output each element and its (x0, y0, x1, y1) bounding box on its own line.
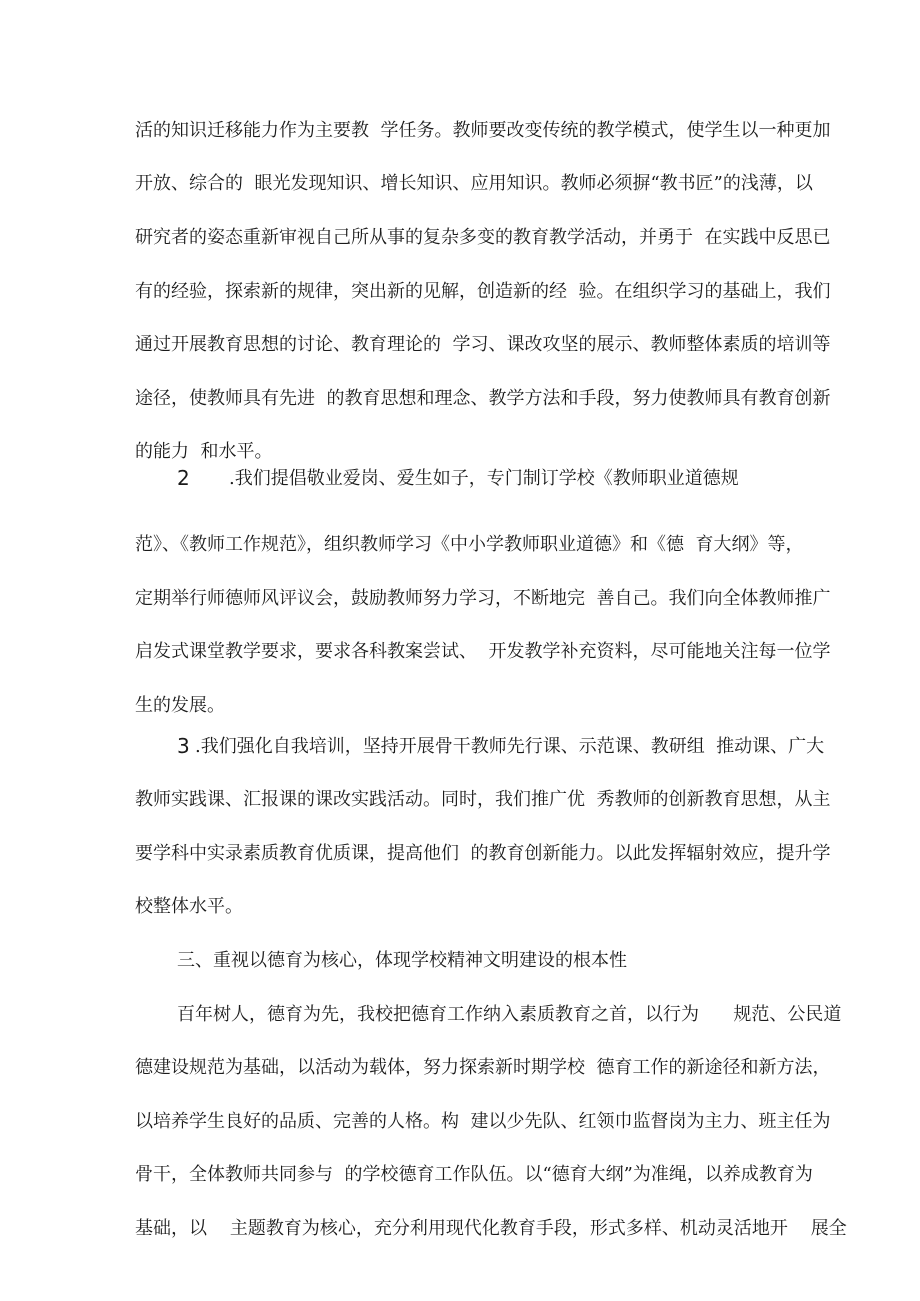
paragraph-4-line-3: 以培养学生良好的品质、完善的人格。构 建以少先队、红领巾监督岗为主力、班主任为 (135, 1111, 831, 1132)
paragraph-1-line-1: 活的知识迁移能力作为主要教 学任务。教师要改变传统的教学模式，使学生以一种更加 (135, 120, 831, 141)
paragraph-4-line-2: 德建设规范为基础，以活动为载体，努力探索新时期学校 德育工作的新途径和新方法， (135, 1057, 831, 1078)
paragraph-1-line-6: 途径，使教师具有先进 的教育思想和理念、教学方法和手段，努力使教师具有教育创新 (135, 388, 831, 409)
paragraph-3-line-3: 校整体水平。 (135, 896, 243, 917)
paragraph-1-line-5: 通过开展教育思想的讨论、教育理论的 学习、课改攻坚的展示、教师整体素质的培训等 (135, 334, 831, 355)
section-heading: 三、重视以德育为核心，体现学校精神文明建设的根本性 (177, 950, 627, 971)
paragraph-4-line-1: 百年树人，德育为先，我校把德育工作纳入素质教育之首，以行为 规范、公民道 (177, 1004, 842, 1025)
paragraph-3-line-1: 教师实践课、汇报课的课改实践活动。同时，我们推广优 秀教师的创新教育思想，从主 (135, 789, 831, 810)
paragraph-1-line-7: 的能力 和水平。 (135, 441, 273, 462)
paragraph-1-line-3: 研究者的姿态重新审视自己所从事的复杂多变的教育教学活动，并勇于 在实践中反思已 (135, 227, 831, 248)
paragraph-4-line-5: 基础，以 主题教育为核心，充分利用现代化教育手段，形式多样、机动灵活地开 展全 (135, 1218, 847, 1239)
paragraph-2-line-3: 启发式课堂教学要求，要求各科教案尝试、 开发教学补充资料，尽可能地关注每一位学 (135, 641, 831, 662)
paragraph-2-line-4: 生的发展。 (135, 695, 225, 716)
paragraph-4-line-4: 骨干，全体教师共同参与 的学校德育工作队伍。以“德育大纲”为准绳，以养成教育为 (135, 1164, 813, 1185)
item-3-number: 3 (177, 734, 190, 758)
paragraph-2-line-2: 定期举行师德师风评议会，鼓励教师努力学习，不断地完 善自己。我们向全体教师推广 (135, 588, 831, 609)
item-2-number: 2 (177, 466, 190, 490)
item-3-first-line: .我们强化自我培训，坚持开展骨干教师先行课、示范课、教研组 推动课、广大 (195, 736, 825, 757)
paragraph-3-line-2: 要学科中实录素质教育优质课，提高他们 的教育创新能力。以此发挥辐射效应，提升学 (135, 843, 831, 864)
paragraph-1-line-2: 开放、综合的 眼光发现知识、增长知识、应用知识。教师必须摒“教书匠”的浅薄，以 (135, 173, 813, 194)
paragraph-1-line-4: 有的经验，探索新的规律，突出新的见解，创造新的经 验。在组织学习的基础上，我们 (135, 281, 831, 302)
item-2-first-line: .我们提倡敬业爱岗、爱生如子，专门制订学校《教师职业道德规 (229, 468, 739, 489)
paragraph-2-line-1: 范》、《教师工作规范》，组织教师学习《中小学教师职业道德》和《德 育大纲》等， (135, 534, 804, 555)
